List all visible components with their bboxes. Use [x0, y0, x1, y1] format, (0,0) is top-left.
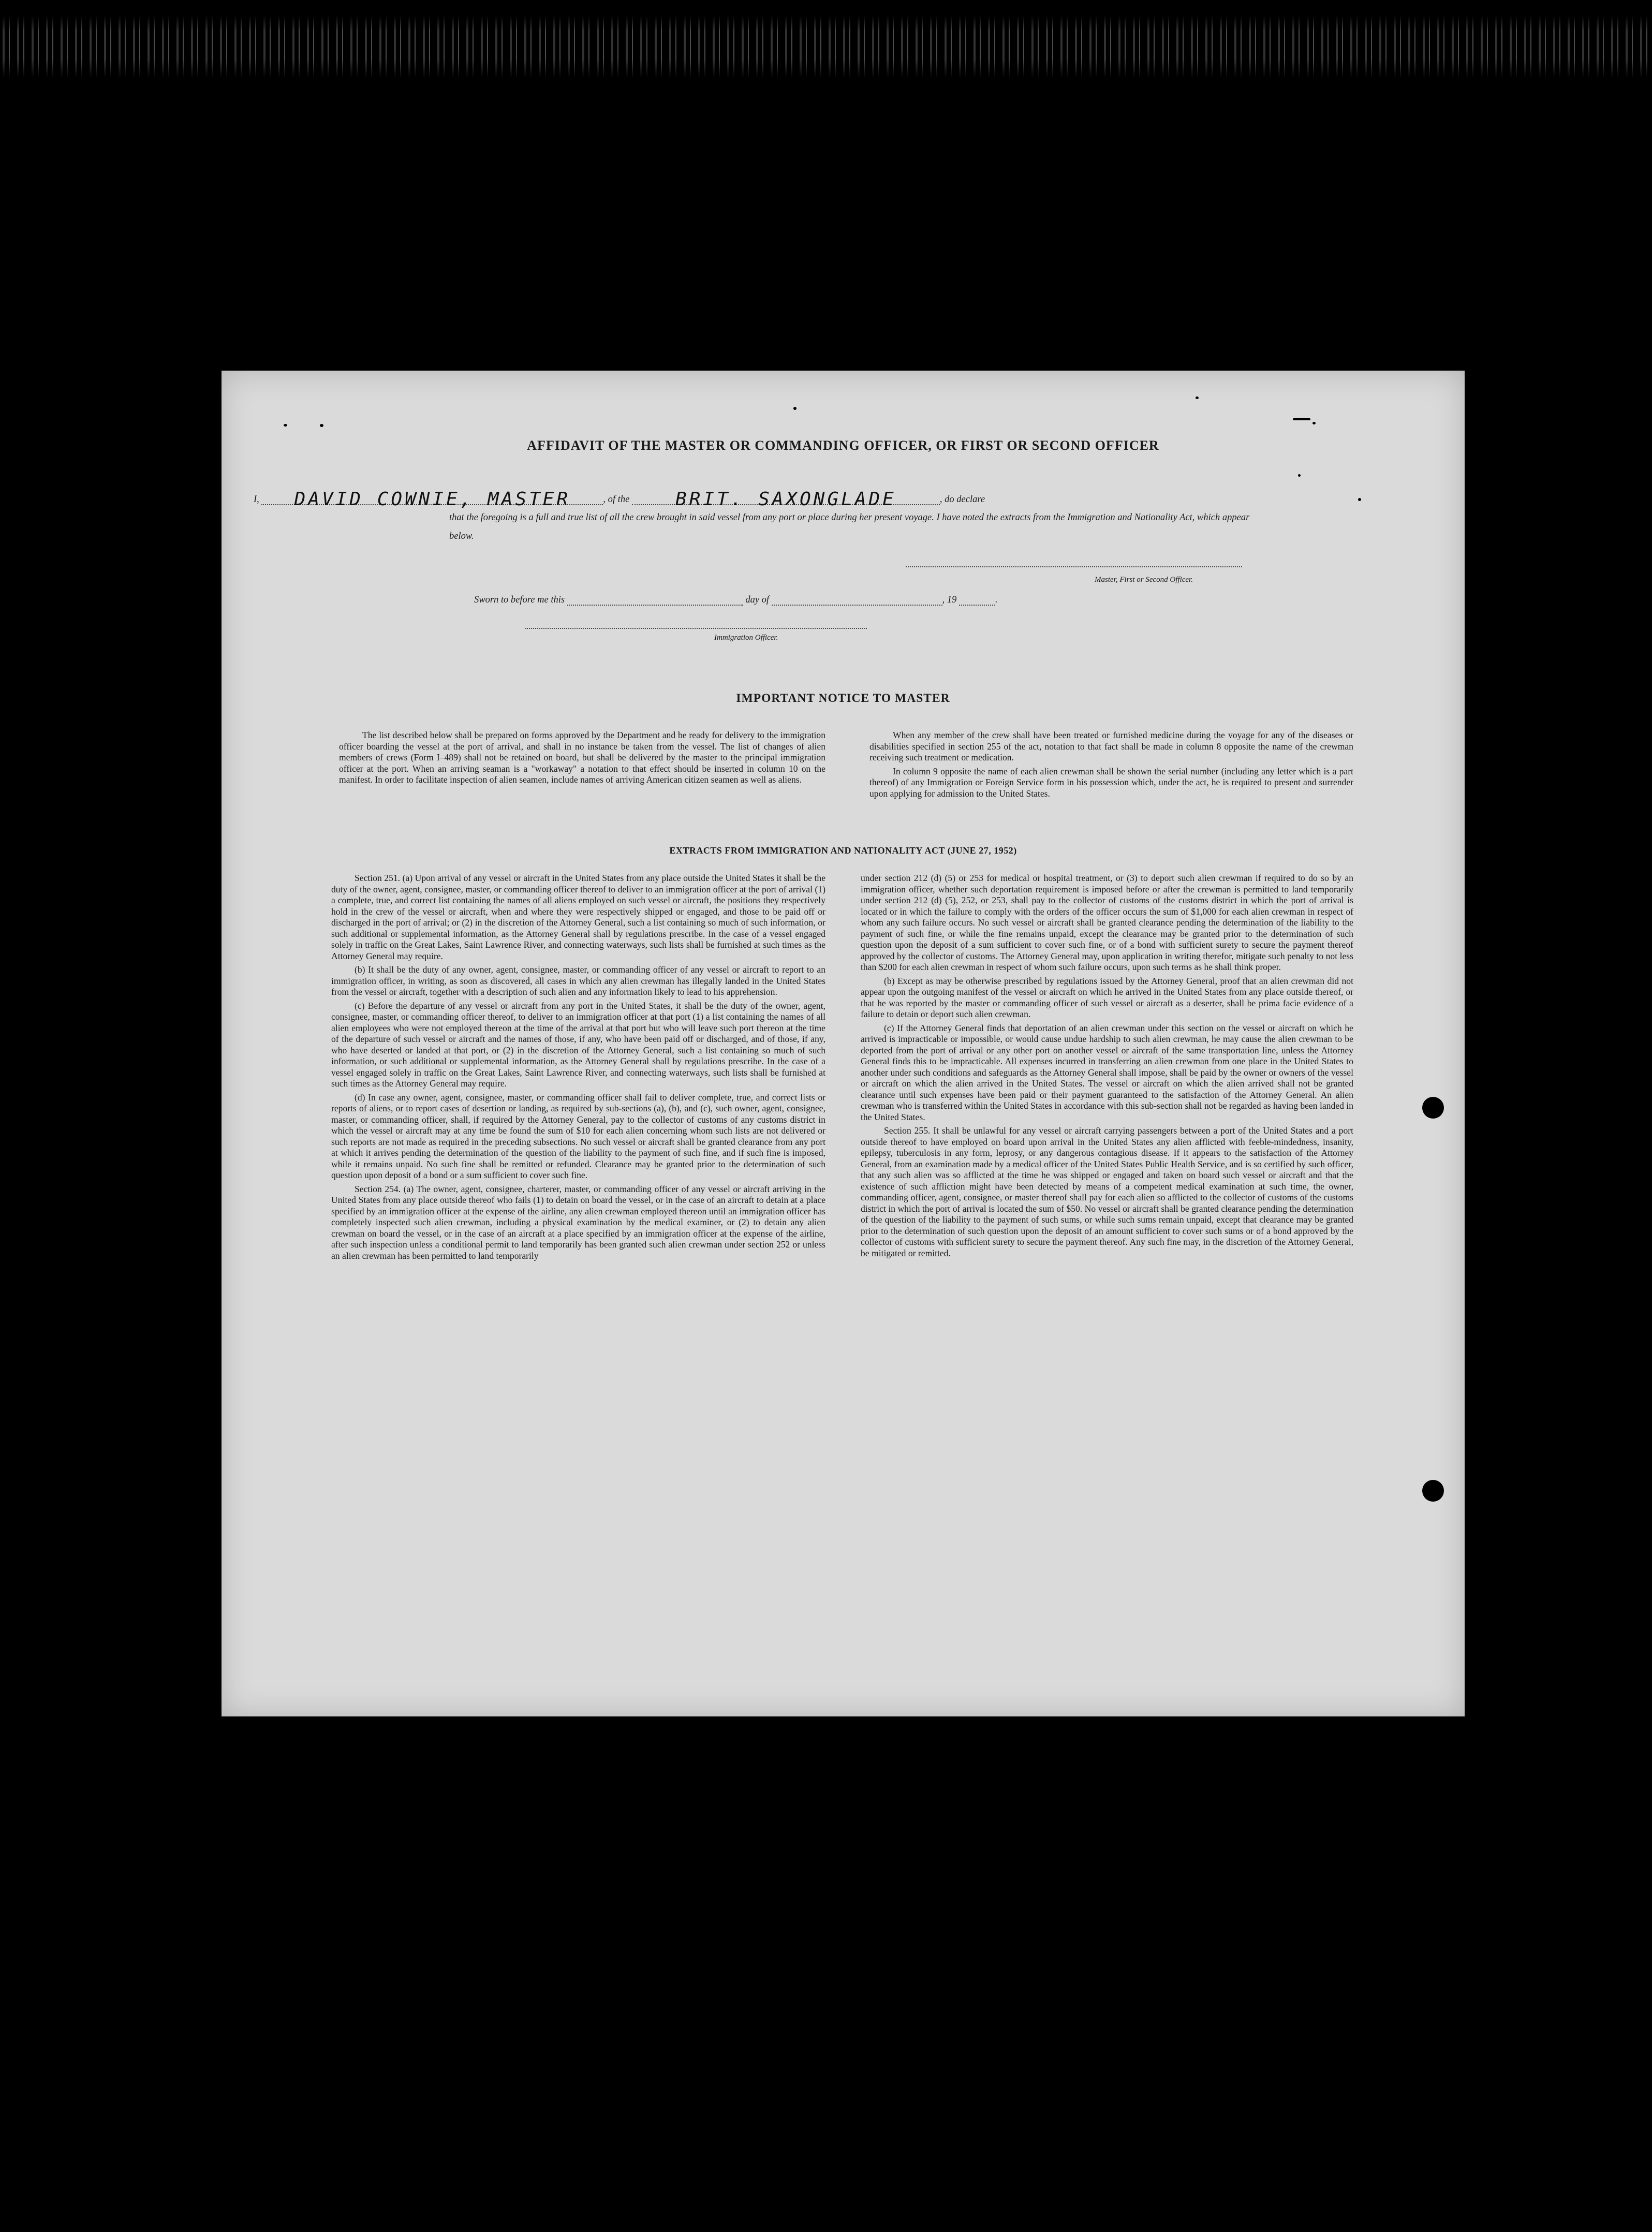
- punch-hole: [1422, 1480, 1444, 1502]
- sworn-day-field: [567, 593, 743, 606]
- act-paragraph: (b) It shall be the duty of any owner, agent, consignee, master, or commanding officer of any vessel or aircraft to report to an immigration officer, in writing, as soon as discovered, all cases in which any alien crewman has illegally landed in the United States from the vessel or aircraft, together with a description of such alien and any information likely to lead to his apprehension.: [331, 964, 825, 997]
- act-paragraph: Section 254. (a) The owner, agent, consignee, charterer, master, or commanding officer of any vessel or aircraft arriving in the United States from any place outside thereof who fails (1) to detain on board the vessel, or in the case of an aircraft to detain at a place specified by an immigration officer at the expense of the airline, any alien crewman employed thereon until an immigration officer has completely inspected such alien crewman, including a physical examination by the medical examiner, or (2) to detain any alien crewman on board the vessel, or in the case of an aircraft at a place specified by an immigration officer at the expense of the airline, after such inspection unless a conditional permit to land temporarily has been granted such alien crewman under section 252 or unless an alien crewman has been permitted to land temporarily: [331, 1183, 825, 1261]
- extracts-right-column: [861, 873, 1353, 1261]
- notice-title: IMPORTANT NOTICE TO MASTER: [736, 692, 950, 705]
- sworn-line: [474, 593, 998, 606]
- notice-paragraph: When any member of the crew shall have been treated or furnished medicine during the voyage for any of the diseases or disabilities specified in section 255 of the act, notation to that fact shall be made in column 8 opposite the name of the crewman receiving such treatment or medication.: [869, 730, 1353, 762]
- sworn-day-label: day of: [745, 595, 770, 605]
- page-speck: [1298, 474, 1301, 477]
- page-speck: [1312, 422, 1316, 424]
- master-name-handwriting: DAVID COWNIE: [294, 489, 460, 510]
- notice-paragraph: The list described below shall be prepared on forms approved by the Department and be ready for delivery to the immigration officer boarding the vessel at the port of arrival, and shall in no instance be taken from the vessel. The list of changes of alien members of crews (Form I–489) shall not be retained on board, but shall be delivered by the master to the principal immigration officer at the port. When an arriving seaman is a "workaway" a notation to that effect should be inserted in column 10 on the manifest. In order to facilitate inspection of alien seamen, include names of arriving American citizen seamen as well as aliens.: [339, 730, 825, 785]
- act-paragraph: (d) In case any owner, agent, consignee, master, or commanding officer shall fail to deliver complete, true, and correct lists or reports of aliens, or to report cases of desertion or landing, as required by sub-sections (a), (b), and (c), such owner, agent, consignee, master, or commanding officer, shall, if required by the Attorney General, pay to the collector of customs of any customs district in which the vessel or aircraft may at any time be found the sum of $10 for each alien concerning whom such lists are not delivered or such reports are not made as required in the preceding subsections. No such vessel or aircraft shall be granted clearance from any port at which it arrives pending the determination of the question of the liability to the payment of such fine, and if such fine is imposed, while it remains unpaid. No such fine shall be remitted or refunded. Clearance may be granted prior to the determination of such question upon deposit of a bond or a sum sufficient to cover such fine.: [331, 1092, 825, 1180]
- act-paragraph: (c) Before the departure of any vessel or aircraft from any port in the United States, it shall be the duty of the owner, agent, consignee, master, or commanding officer thereof, to deliver to an immigration officer at that port (1) a list containing the names of all alien employees who were not employed thereon at the time of the arrival at that port but who will leave such port thereon at the time of the departure of such vessel or aircraft and the names of those, if any, who have been paid off or discharged, and of those, if any, who have deserted or landed at that port, or (2) in the discretion of the Attorney General, such a list containing so much of such information, or such additional or supplemental information, as the Attorney General shall by regulations prescribe. In the case of a vessel engaged solely in traffic on the Great Lakes, Saint Lawrence River, and connecting waterways, such lists shall be furnished at such times as the Attorney General may require.: [331, 1000, 825, 1089]
- affidavit-title: AFFIDAVIT OF THE MASTER OR COMMANDING OFFICER, OR FIRST OR SECOND OFFICER: [527, 438, 1159, 453]
- page-speck: [284, 424, 287, 427]
- vessel-name-handwriting: BRIT. SAXONGLADE: [675, 489, 896, 510]
- act-paragraph: under section 212 (d) (5) or 253 for medical or hospital treatment, or (3) to deport such alien crewman if required to do so by an immigration officer, whether such deportation requirement is imposed before or after the crewman is permitted to land temporarily under section 212 (d) (5), 252, or 253, shall pay to the collector of customs of the customs district in which the port of arrival is located or in which the failure to comply with the orders of the officer occurs the sum of $1,000 for each alien crewman in respect of whom any such failure occurs. No such vessel or aircraft shall be granted clearance pending the determination of the liability to the payment of such fine, or while the fine remains unpaid, except the clearance may be granted prior to the determination of such question upon the deposit of a sum sufficient to cover such fine, or of a bond with sufficient surety to secure the payment thereof approved by the collector of customs. The Attorney General may, upon application in writing therefor, mitigate such penalty to not less than $200 for each alien crewman in respect of whom such failure occurs, upon such terms as he shall think proper.: [861, 873, 1353, 972]
- master-signature-line: [906, 566, 1242, 567]
- declare-suffix: , do declare: [939, 494, 985, 505]
- page-speck: [1196, 397, 1199, 399]
- notice-left-column: [339, 730, 825, 788]
- sworn-year-label: , 19: [942, 595, 957, 605]
- act-paragraph: Section 255. It shall be unlawful for any vessel or aircraft carrying passengers between a port of the United States and a port outside thereof to have employed on board upon arrival in the United States any alien afflicted with feeble-mindedness, insanity, epilepsy, tuberculosis in any form, leprosy, or any dangerous contagious disease. If it appears to the satisfaction of the Attorney General, from an examination made by a medical officer of the United States Public Health Service, and is so certified by such officer, that any such alien was so afflicted at the time he was shipped or engaged and taken on board such vessel or aircraft and that the existence of such affliction might have been detected by means of a competent medical examination at such time, the owner, commanding officer, agent, consignee, or master thereof shall pay for each alien so afflicted to the collector of customs of the customs district in which the port of arrival is located the sum of $50. No vessel or aircraft shall be granted clearance pending the determination of the question of the liability to the payment of such sums, or while such sums remain unpaid, except that clearance may be granted prior to the determination of such question upon the deposit of an amount sufficient to cover such sums or of a bond approved by the collector of customs with sufficient surety to secure the payment thereof. Any such fine may, in the discretion of the Attorney General, be mitigated or remitted.: [861, 1125, 1353, 1258]
- sworn-prefix: Sworn to before me this: [474, 595, 565, 605]
- page-speck: [1293, 418, 1310, 420]
- master-role-handwriting: , MASTER: [460, 489, 571, 510]
- of-the-label: , of the: [603, 494, 630, 505]
- extracts-title: EXTRACTS FROM IMMIGRATION AND NATIONALITY ACT (JUNE 27, 1952): [669, 845, 1017, 856]
- notice-paragraph: In column 9 opposite the name of each alien crewman shall be shown the serial number (including any letter which is a part thereof) of any Immigration or Foreign Service form in his possession which, under the act, he is required to present and surrender upon applying for admission to the United States.: [869, 766, 1353, 799]
- extracts-left-column: [331, 873, 825, 1264]
- notice-right-column: [869, 730, 1353, 802]
- declaration-body: that the foregoing is a full and true list of all the crew brought in said vessel from any port or place during her present voyage. I have noted the extracts from the Immigration and Nationality Act, which appear below.: [449, 512, 1250, 541]
- declaration-prefix: I,: [254, 494, 259, 505]
- act-paragraph: Section 251. (a) Upon arrival of any vessel or aircraft in the United States from any place outside the United States it shall be the duty of the owner, agent, consignee, master, or commanding officer thereof to deliver to an immigration officer at the port of arrival (1) a complete, true, and correct list containing the names of all aliens employed on such vessel or aircraft, the positions they respectively hold in the crew of the vessel or aircraft, when and where they were respectively shipped or engaged, and those to be paid off or discharged in the port of arrival; or (2) in the discretion of the Attorney General, such a list containing so much of such information, or such additional or supplemental information, as the Attorney General shall by regulations prescribe. In the case of a vessel engaged solely in traffic on the Great Lakes, Saint Lawrence River, and connecting waterways, such lists shall be furnished at such times as the Attorney General may require.: [331, 873, 825, 961]
- sworn-end: .: [995, 595, 998, 605]
- page-speck: [320, 424, 323, 427]
- sworn-month-field: [772, 593, 942, 606]
- film-edge-shadow: [0, 16, 1652, 78]
- act-paragraph: (c) If the Attorney General finds that deportation of an alien crewman under this section on the vessel or aircraft on which he arrived is impracticable or impossible, or would cause undue hardship to such alien crewman, he may cause the alien crewman to be deported from the port of arrival or any other port on another vessel or aircraft of the same transportation line, unless the Attorney General finds this to be impracticable. All expenses incurred in transferring an alien crewman from one place in the United States to another under such conditions and safeguards as the Attorney General shall impose, shall be paid by the owner or owners of the vessel or aircraft on which the alien arrived in the United States. The vessel or aircraft on which the alien arrived shall not be granted clearance until such expenses have been paid or their payment guaranteed to the satisfaction of the Attorney General. An alien crewman who is transferred within the United States in accordance with this sub-section shall not be regarded as having been landed in the United States.: [861, 1022, 1353, 1122]
- sworn-year-field: [959, 593, 995, 606]
- officer-signature-caption: Immigration Officer.: [714, 634, 778, 642]
- master-signature-caption: Master, First or Second Officer.: [1095, 576, 1193, 584]
- declaration-line: [254, 487, 985, 510]
- punch-hole: [1422, 1097, 1444, 1119]
- officer-signature-line: [525, 628, 867, 629]
- vessel-name-field: [632, 487, 940, 510]
- act-paragraph: (b) Except as may be otherwise prescribed by regulations issued by the Attorney General, proof that an alien crewman did not appear upon the outgoing manifest of the vessel or aircraft on which he arrived in the United States from any place outside thereof, or that he was reported by the master or commanding officer of such vessel or aircraft as a deserter, shall be prima facie evidence of a failure to detain or deport such alien crewman.: [861, 975, 1353, 1019]
- page-speck: [1358, 498, 1361, 501]
- crew-master-name-field: [261, 487, 603, 510]
- page-speck: [793, 407, 797, 410]
